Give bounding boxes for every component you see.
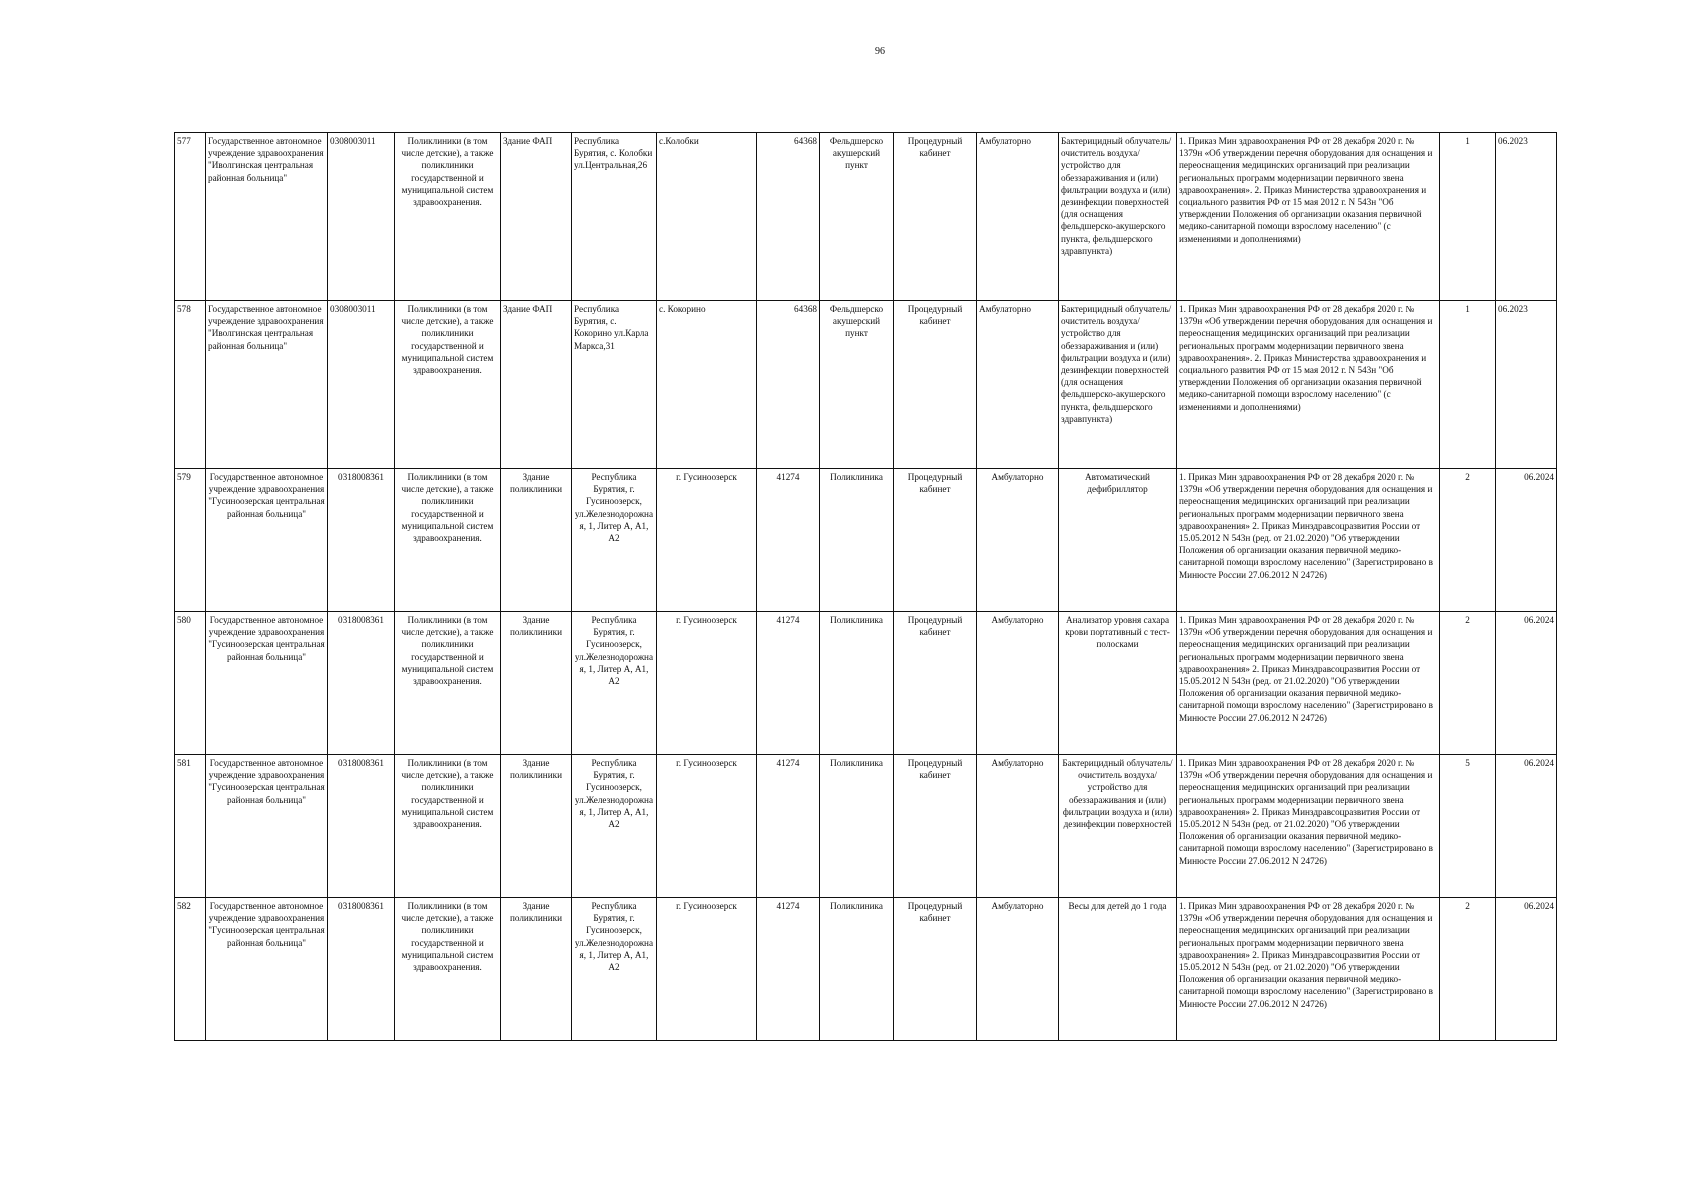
organization-name: Государственное автономное учреждение здравоохранения "Иволгинская центральная районная больница" xyxy=(206,301,328,469)
oktmo-code: 41274 xyxy=(757,755,820,898)
care-type: Амбулаторно xyxy=(977,755,1059,898)
care-type: Амбулаторно xyxy=(977,898,1059,1041)
locality: с.Колобки xyxy=(657,133,757,301)
page-number: 96 xyxy=(875,46,885,57)
locality: с. Кокорино xyxy=(657,301,757,469)
legal-basis: 1. Приказ Мин здравоохранения РФ от 28 декабря 2020 г. № 1379н «Об утверждении перечня оборудования для оснащения и переоснащения медицинских организаций при реализации региональных программ модернизации первичного звена здравоохранения» 2. Приказ Минздравсоцразвития России от 15.05.2012 N 543н (ред. от 21.02.2020) "Об утверждении Положения об организации оказания первичной медико-санитарной помощи взрослому населению" (Зарегистрировано в Минюсте России 27.06.2012 N 24726) xyxy=(1177,469,1440,612)
deadline: 06.2024 xyxy=(1496,469,1557,612)
unit: Поликлиника xyxy=(820,898,894,1041)
deadline: 06.2023 xyxy=(1496,301,1557,469)
table-row xyxy=(175,469,1557,612)
building: Здание ФАП xyxy=(501,133,572,301)
table-row xyxy=(175,898,1557,1041)
organization-code: 0318008361 xyxy=(328,612,395,755)
row-number: 578 xyxy=(175,301,206,469)
row-number: 579 xyxy=(175,469,206,612)
quantity: 2 xyxy=(1440,898,1496,1041)
organization-name: Государственное автономное учреждение здравоохранения "Гусиноозерская центральная районная больница" xyxy=(206,898,328,1041)
deadline: 06.2023 xyxy=(1496,133,1557,301)
row-number: 582 xyxy=(175,898,206,1041)
address: Республика Бурятия, г. Гусиноозерск, ул.Железнодорожная, 1, Литер А, А1, А2 xyxy=(572,755,657,898)
deadline: 06.2024 xyxy=(1496,755,1557,898)
row-number: 581 xyxy=(175,755,206,898)
facility-type: Поликлиники (в том числе детские), а также поликлиники государственной и муниципальной систем здравоохранения. xyxy=(395,133,501,301)
room: Процедурный кабинет xyxy=(894,612,977,755)
table-row xyxy=(175,755,1557,898)
quantity: 2 xyxy=(1440,612,1496,755)
address: Республика Бурятия, г. Гусиноозерск, ул.Железнодорожная, 1, Литер А, А1, А2 xyxy=(572,612,657,755)
legal-basis: 1. Приказ Мин здравоохранения РФ от 28 декабря 2020 г. № 1379н «Об утверждении перечня оборудования для оснащения и переоснащения медицинских организаций при реализации региональных программ модернизации первичного звена здравоохранения». 2. Приказ Министерства здравоохранения и социального развития РФ от 15 мая 2012 г. N 543н "Об утверждении Положения об организации оказания первичной медико-санитарной помощи взрослому населению" (с изменениями и дополнениями) xyxy=(1177,133,1440,301)
care-type: Амбулаторно xyxy=(977,301,1059,469)
equipment-name: Автоматический дефибриллятор xyxy=(1059,469,1177,612)
room: Процедурный кабинет xyxy=(894,301,977,469)
oktmo-code: 64368 xyxy=(757,301,820,469)
address: Республика Бурятия, с. Кокорино ул.Карла Маркса,31 xyxy=(572,301,657,469)
organization-code: 0308003011 xyxy=(328,133,395,301)
table-row xyxy=(175,133,1557,301)
legal-basis: 1. Приказ Мин здравоохранения РФ от 28 декабря 2020 г. № 1379н «Об утверждении перечня оборудования для оснащения и переоснащения медицинских организаций при реализации региональных программ модернизации первичного звена здравоохранения» 2. Приказ Минздравсоцразвития России от 15.05.2012 N 543н (ред. от 21.02.2020) "Об утверждении Положения об организации оказания первичной медико-санитарной помощи взрослому населению" (Зарегистрировано в Минюсте России 27.06.2012 N 24726) xyxy=(1177,612,1440,755)
building: Здание поликлиники xyxy=(501,898,572,1041)
oktmo-code: 41274 xyxy=(757,898,820,1041)
organization-code: 0318008361 xyxy=(328,898,395,1041)
unit: Фельдшерско акушерский пункт xyxy=(820,133,894,301)
deadline: 06.2024 xyxy=(1496,612,1557,755)
locality: г. Гусиноозерск xyxy=(657,469,757,612)
legal-basis: 1. Приказ Мин здравоохранения РФ от 28 декабря 2020 г. № 1379н «Об утверждении перечня оборудования для оснащения и переоснащения медицинских организаций при реализации региональных программ модернизации первичного звена здравоохранения». 2. Приказ Министерства здравоохранения и социального развития РФ от 15 мая 2012 г. N 543н "Об утверждении Положения об организации оказания первичной медико-санитарной помощи взрослому населению" (с изменениями и дополнениями) xyxy=(1177,301,1440,469)
equipment-name: Бактерицидный облучатель/очиститель воздуха/устройство для обеззараживания и (или) фильтрации воздуха и (или) дезинфекции поверхностей xyxy=(1059,755,1177,898)
room: Процедурный кабинет xyxy=(894,898,977,1041)
building: Здание поликлиники xyxy=(501,612,572,755)
quantity: 5 xyxy=(1440,755,1496,898)
equipment-name: Анализатор уровня сахара крови портативный с тест-полосками xyxy=(1059,612,1177,755)
row-number: 577 xyxy=(175,133,206,301)
equipment-name: Весы для детей до 1 года xyxy=(1059,898,1177,1041)
quantity: 2 xyxy=(1440,469,1496,612)
address: Республика Бурятия, г. Гусиноозерск, ул.Железнодорожная, 1, Литер А, А1, А2 xyxy=(572,898,657,1041)
room: Процедурный кабинет xyxy=(894,469,977,612)
address: Республика Бурятия, с. Колобки ул.Центральная,26 xyxy=(572,133,657,301)
room: Процедурный кабинет xyxy=(894,755,977,898)
building: Здание поликлиники xyxy=(501,755,572,898)
unit: Поликлиника xyxy=(820,612,894,755)
locality: г. Гусиноозерск xyxy=(657,755,757,898)
oktmo-code: 41274 xyxy=(757,612,820,755)
building: Здание поликлиники xyxy=(501,469,572,612)
facility-type: Поликлиники (в том числе детские), а также поликлиники государственной и муниципальной систем здравоохранения. xyxy=(395,301,501,469)
organization-name: Государственное автономное учреждение здравоохранения "Иволгинская центральная районная больница" xyxy=(206,133,328,301)
organization-name: Государственное автономное учреждение здравоохранения "Гусиноозерская центральная районная больница" xyxy=(206,469,328,612)
care-type: Амбулаторно xyxy=(977,469,1059,612)
organization-code: 0308003011 xyxy=(328,301,395,469)
legal-basis: 1. Приказ Мин здравоохранения РФ от 28 декабря 2020 г. № 1379н «Об утверждении перечня оборудования для оснащения и переоснащения медицинских организаций при реализации региональных программ модернизации первичного звена здравоохранения» 2. Приказ Минздравсоцразвития России от 15.05.2012 N 543н (ред. от 21.02.2020) "Об утверждении Положения об организации оказания первичной медико-санитарной помощи взрослому населению" (Зарегистрировано в Минюсте России 27.06.2012 N 24726) xyxy=(1177,898,1440,1041)
locality: г. Гусиноозерск xyxy=(657,898,757,1041)
organization-code: 0318008361 xyxy=(328,469,395,612)
deadline: 06.2024 xyxy=(1496,898,1557,1041)
facility-type: Поликлиники (в том числе детские), а также поликлиники государственной и муниципальной систем здравоохранения. xyxy=(395,612,501,755)
locality: г. Гусиноозерск xyxy=(657,612,757,755)
organization-name: Государственное автономное учреждение здравоохранения "Гусиноозерская центральная районная больница" xyxy=(206,612,328,755)
unit: Поликлиника xyxy=(820,755,894,898)
table-row xyxy=(175,612,1557,755)
unit: Поликлиника xyxy=(820,469,894,612)
oktmo-code: 64368 xyxy=(757,133,820,301)
row-number: 580 xyxy=(175,612,206,755)
organization-code: 0318008361 xyxy=(328,755,395,898)
quantity: 1 xyxy=(1440,301,1496,469)
room: Процедурный кабинет xyxy=(894,133,977,301)
equipment-table xyxy=(174,132,1557,1041)
equipment-name: Бактерицидный облучатель/очиститель воздуха/устройство для обеззараживания и (или) фильтрации воздуха и (или) дезинфекции поверхностей (для оснащения фельдшерско-акушерского пункта, фельдшерского здравпункта) xyxy=(1059,301,1177,469)
care-type: Амбулаторно xyxy=(977,133,1059,301)
legal-basis: 1. Приказ Мин здравоохранения РФ от 28 декабря 2020 г. № 1379н «Об утверждении перечня оборудования для оснащения и переоснащения медицинских организаций при реализации региональных программ модернизации первичного звена здравоохранения» 2. Приказ Минздравсоцразвития России от 15.05.2012 N 543н (ред. от 21.02.2020) "Об утверждении Положения об организации оказания первичной медико-санитарной помощи взрослому населению" (Зарегистрировано в Минюсте России 27.06.2012 N 24726) xyxy=(1177,755,1440,898)
oktmo-code: 41274 xyxy=(757,469,820,612)
address: Республика Бурятия, г. Гусиноозерск, ул.Железнодорожная, 1, Литер А, А1, А2 xyxy=(572,469,657,612)
building: Здание ФАП xyxy=(501,301,572,469)
organization-name: Государственное автономное учреждение здравоохранения "Гусиноозерская центральная районная больница" xyxy=(206,755,328,898)
facility-type: Поликлиники (в том числе детские), а также поликлиники государственной и муниципальной систем здравоохранения. xyxy=(395,469,501,612)
care-type: Амбулаторно xyxy=(977,612,1059,755)
table-row xyxy=(175,301,1557,469)
quantity: 1 xyxy=(1440,133,1496,301)
facility-type: Поликлиники (в том числе детские), а также поликлиники государственной и муниципальной систем здравоохранения. xyxy=(395,755,501,898)
unit: Фельдшерско акушерский пункт xyxy=(820,301,894,469)
equipment-name: Бактерицидный облучатель/очиститель воздуха/устройство для обеззараживания и (или) фильтрации воздуха и (или) дезинфекции поверхностей (для оснащения фельдшерско-акушерского пункта, фельдшерского здравпункта) xyxy=(1059,133,1177,301)
facility-type: Поликлиники (в том числе детские), а также поликлиники государственной и муниципальной систем здравоохранения. xyxy=(395,898,501,1041)
